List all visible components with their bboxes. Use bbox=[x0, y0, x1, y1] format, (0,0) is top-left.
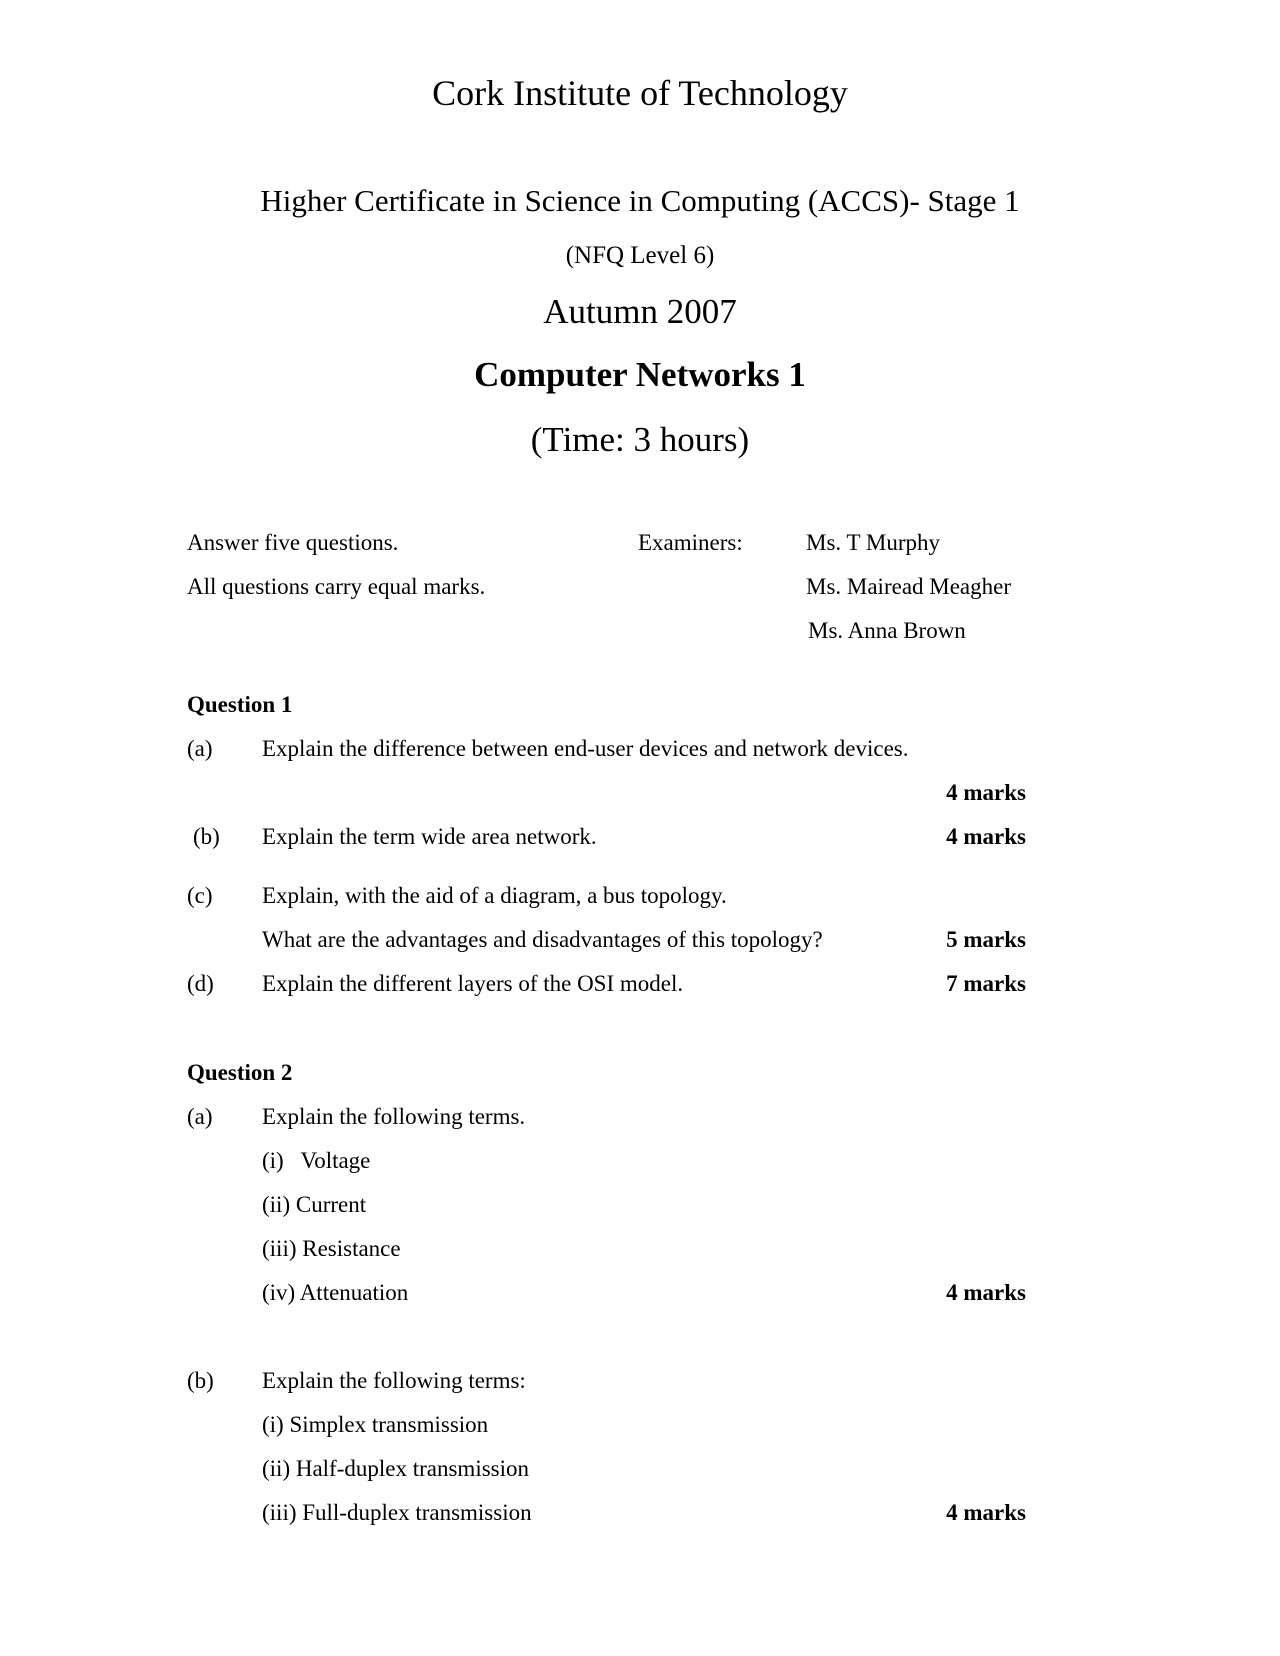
question-part-label: (b) bbox=[193, 824, 220, 849]
examiner-name: Ms. Mairead Meagher bbox=[806, 574, 1012, 599]
sub-item: (ii) Current bbox=[262, 1192, 367, 1217]
question-part-label: (a) bbox=[187, 1104, 213, 1129]
institution-name: Cork Institute of Technology bbox=[432, 73, 848, 113]
question-part-text: Explain the different layers of the OSI model. bbox=[262, 971, 684, 996]
exam-duration: (Time: 3 hours) bbox=[530, 420, 750, 459]
sub-item: (i) Voltage bbox=[262, 1148, 371, 1173]
marks-label: 4 marks bbox=[946, 780, 1026, 805]
programme-title: Higher Certificate in Science in Computing (ACCS)- Stage 1 bbox=[260, 183, 1020, 218]
module-title: Computer Networks 1 bbox=[474, 355, 806, 394]
marks-label: 7 marks bbox=[946, 971, 1026, 996]
sub-item: (i) Simplex transmission bbox=[262, 1412, 489, 1437]
instruction-answer-five: Answer five questions. bbox=[187, 530, 399, 555]
question-1-heading: Question 1 bbox=[187, 692, 293, 717]
examiners-label: Examiners: bbox=[638, 530, 743, 555]
sub-item: (iii) Full-duplex transmission bbox=[262, 1500, 532, 1525]
question-part-text: Explain the difference between end-user devices and network devices. bbox=[262, 736, 909, 761]
question-part-text: What are the advantages and disadvantages of this topology? bbox=[262, 927, 823, 952]
question-2-heading: Question 2 bbox=[187, 1060, 293, 1085]
question-part-text: Explain the following terms: bbox=[262, 1368, 526, 1393]
question-part-text: Explain the following terms. bbox=[262, 1104, 526, 1129]
marks-label: 4 marks bbox=[946, 824, 1026, 849]
sub-item: (iii) Resistance bbox=[262, 1236, 401, 1261]
question-part-label: (a) bbox=[187, 736, 213, 761]
question-part-text: Explain the term wide area network. bbox=[262, 824, 597, 849]
question-part-label: (b) bbox=[187, 1368, 214, 1393]
question-part-text: Explain, with the aid of a diagram, a bus topology. bbox=[262, 883, 727, 908]
marks-label: 4 marks bbox=[946, 1280, 1026, 1305]
question-part-label: (d) bbox=[187, 971, 214, 996]
marks-label: 5 marks bbox=[946, 927, 1026, 952]
instruction-equal-marks: All questions carry equal marks. bbox=[187, 574, 486, 599]
exam-term: Autumn 2007 bbox=[543, 292, 737, 331]
question-part-label: (c) bbox=[187, 883, 213, 908]
examiner-name: Ms. Anna Brown bbox=[808, 618, 966, 643]
examiner-name: Ms. T Murphy bbox=[806, 530, 940, 555]
marks-label: 4 marks bbox=[946, 1500, 1026, 1525]
sub-item: (ii) Half-duplex transmission bbox=[262, 1456, 530, 1481]
nfq-level: (NFQ Level 6) bbox=[565, 242, 715, 269]
sub-item: (iv) Attenuation bbox=[262, 1280, 409, 1305]
